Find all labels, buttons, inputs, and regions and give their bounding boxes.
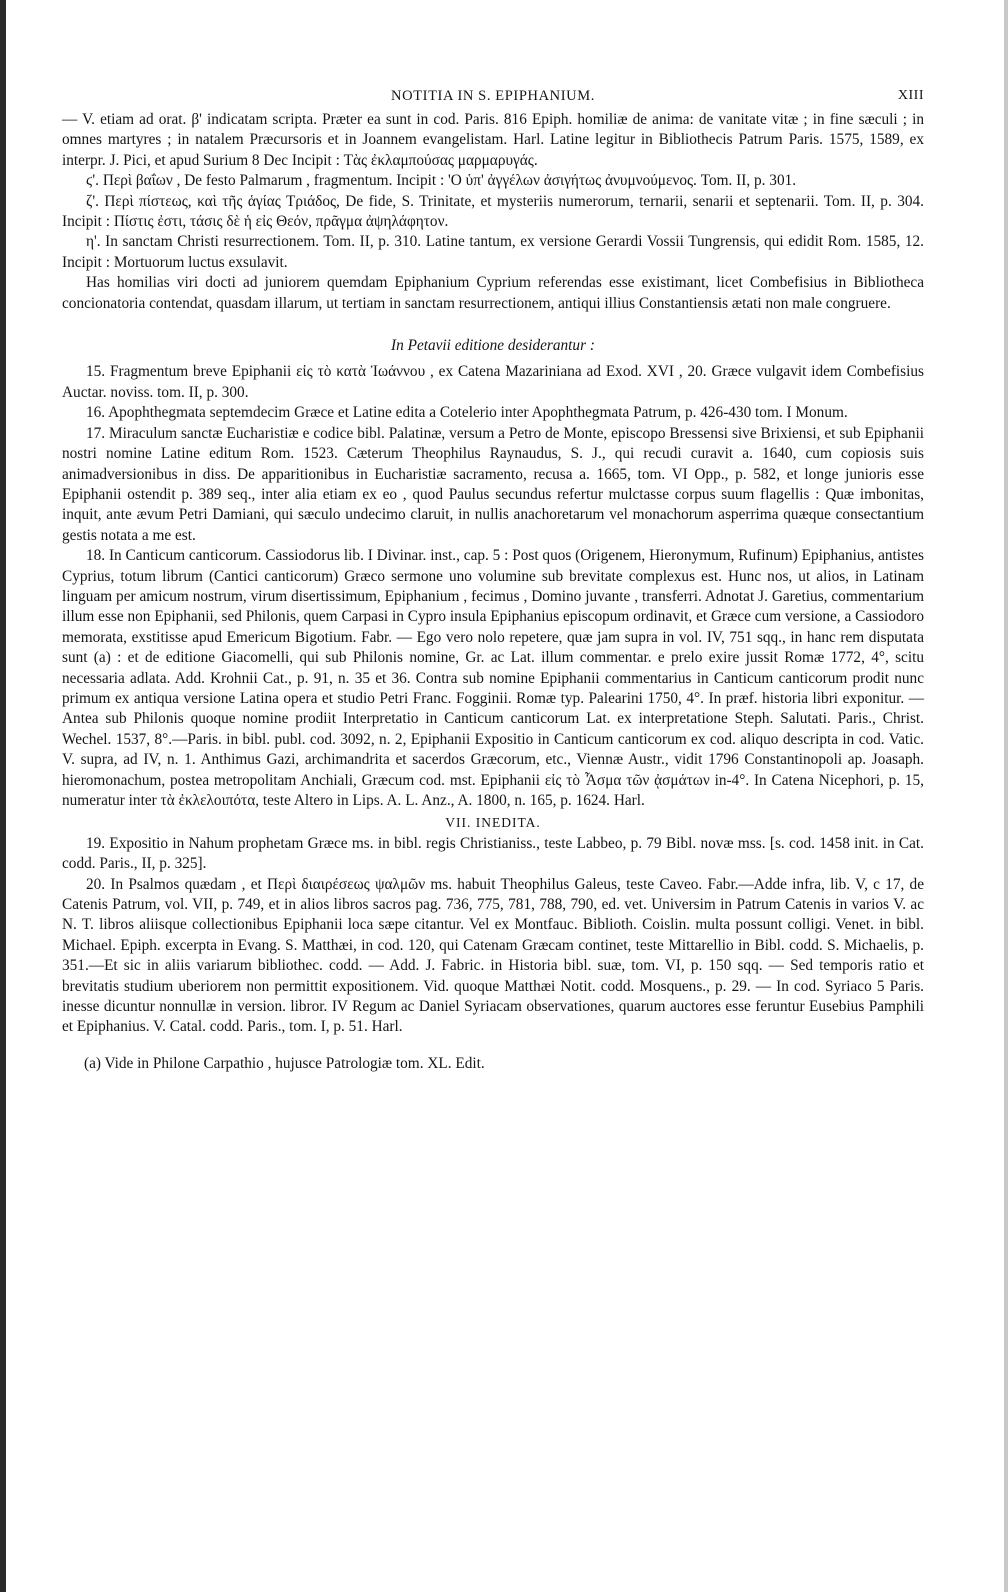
running-header	[62, 88, 924, 110]
body-text	[62, 110, 924, 1074]
paragraph-homily-6: ϛ'. Περὶ βαΐων , De festo Palmarum , fragmentum. Incipit : 'Ο ὑπ' ἀγγέλων ἀσιγήτως ἀνυμνούμενος. Tom. II, p. 301.	[86, 172, 797, 190]
page-number: XIII	[897, 88, 924, 103]
item-16: 16. Apophthegmata septemdecim Græce et Latine edita a Cotelerio inter Apophthegmata Patrum, p. 426-430 tom. I Monum.	[86, 404, 848, 422]
running-title: NOTITIA IN S. EPIPHANIUM.	[391, 88, 595, 104]
section-heading: In Petavii editione desiderantur :	[391, 337, 595, 355]
footnote: (a) Vide in Philone Carpathio , hujusce Patrologiæ tom. XL. Edit.	[84, 1054, 485, 1072]
paragraph-homilies-note: Has homilias viri docti ad juniorem quemdam Epiphanium Cyprium referendas esse existimant, licet Combefisius in Bibliotheca concionatoria contendat, quasdam illarum, ut tertiam in sanctam resurrectionem, antiqui illius Constantiensis ætati non male congruere.	[62, 274, 924, 312]
paragraph-homily-7: ζ'. Περὶ πίστεως, καὶ τῆς ἁγίας Τριάδος, De fide, S. Trinitate, et mysteriis numerorum, ternarii, senarii et septenarii. Tom. II, p. 304. Incipit : Πίστις ἐστι, τάσις δὲ ἡ εἰς Θεόν, πρᾶγμα ἀψηλάφητον.	[62, 192, 924, 231]
item-19: 19. Expositio in Nahum prophetam Græce ms. in bibl. regis Christianiss., teste Labbeo, p. 79 Bibl. novæ mss. [s. cod. 1458 init. in Cat. codd. Paris., II, p. 325].	[62, 834, 924, 873]
item-18: 18. In Canticum canticorum. Cassiodorus lib. I Divinar. inst., cap. 5 : Post quos (Origenem, Hieronymum, Rufinum) Epiphanius, antistes Cyprius, totum librum (Cantici canticorum) Græco sermone uno volumine sub brevitate complexus est. Hunc nos, ut alios, in Latinam linguam per amicum nostrum, virum disertissimum, Epiphanium , fecimus , Domino juvante , transferri. Adnotat J. Garetius, commentarium illum esse non Epiphanii, sed Philonis, quem Carpasi in Cypro insula Epiphanius episcopum ordinavit, et Græce cum versione, a Cassiodoro memorata, exstitisse apud Emericum Bigotium. Fabr. — Ego vero nolo repetere, quæ jam supra in vol. IV, 751 sqq., in hanc rem disputata sunt (a) : et de editione Giacomelli, qui sub Philonis nomine, Gr. ac Lat. illum commentar. e prelo exire jussit Romæ 1772, 4°, scitu necessaria adlata. Add. Krohnii Cat., p. 91, n. 35 et 36. Contra sub nomine Epiphanii commentarius in Canticum canticorum prodit nunc primum ex antiqua versione Latina opera et studio Petri Franc. Fogginii. Romæ typ. Palearini 1750, 4°. In præf. historia libri exponitur. — Antea sub Philonis quoque nomine prodiit Interpretatio in Canticum canticorum Lat. ex interpretatione Steph. Salutati. Paris., Christ. Wechel. 1537, 8°.—Paris. in bibl. publ. cod. 3092, n. 2, Epiphanii Expositio in Canticum canticorum ex cod. aliquo descripta in cod. Vatic. V. supra, ad IV, n. 1. Anthimus Gazi, archimandrita et sacerdos Græcorum, etc., Viennæ Austr., vidit 1796 Constantinopoli ap. Joasaph. hieromonachum, postea metropolitam Anchiali, Græcum cod. mst. Epiphanii εἰς τὸ Ἆσμα τῶν ᾀσμάτων in-4°. In Catena Nicephori, p. 15, numeratur inter τὰ ἐκλελοιπότα, teste Altero in Lips. A. L. Anz., A. 1800, n. 165, p. 1624. Harl.	[62, 547, 924, 809]
item-20: 20. In Psalmos quædam , et Περὶ διαιρέσεως ψαλμῶν ms. habuit Theophilus Galeus, teste Caveo. Fabr.—Adde infra, lib. V, c 17, de Catenis Patrum, vol. VII, p. 749, et in alios libros sacros pag. 736, 775, 781, 788, 790, ed. vet. Universim in Patrum Catenis in varios V. ac N. T. libros aliisque collectionibus Epiphanii loca sæpe citantur. Vel ex Montfauc. Biblioth. Coislin. multa possunt colligi. Venet. in bibl. Michael. Epiph. excerpta in Evang. S. Matthæi, in cod. 120, qui Catenam Græcam continet, teste Mittarellio in Bibl. codd. S. Michaelis, p. 351.—Et sic in aliis variarum bibliothec. codd. — Add. J. Fabric. in Historia bibl. suæ, tom. VI, p. 150 sqq. — Sed temporis ratio et brevitatis studium uberiorem non permittit expositionem. Vid. quoque Matthæi Notit. codd. Mosquens., p. 29. — In cod. Syriaco 5 Paris. inesse dicuntur nonnullæ in version. libror. IV Regum ac Daniel Syriacam observationes, quarum auctores esse feruntur Eusebius Pamphili et Epiphanius. V. Catal. codd. Paris., tom. I, p. 51. Harl.	[62, 875, 924, 1036]
scan-edge-right	[1004, 0, 1008, 1592]
item-17: 17. Miraculum sanctæ Eucharistiæ e codice bibl. Palatinæ, versum a Petro de Monte, episcopo Bressensi sive Brixiensi, et sub Epiphanii nostri nomine Latine editum Rom. 1523. Cæterum Theophilus Raynaudus, S. J., qui recudi curavit a. 1640, cum copiosis suis animadversionibus in diss. De apparitionibus in Eucharistiæ sacramento, recusa a. 1665, tom. VI Opp., p. 582, et longe junioris esse Epiphanii ostendit p. 389 seq., inter alia etiam ex eo , quod Paulus secundus refertur mulctasse corpus suum flagellis : Quæ imbonitas, inquit, ante ævum Petri Damiani, qui sæculo undecimo claruit, in nullis anachoretarum vel monachorum asperrima quæque consectantium gestis notata a me est.	[62, 424, 924, 544]
inedita-heading: VII. INEDITA.	[445, 815, 541, 831]
paragraph-homily-8: η'. In sanctam Christi resurrectionem. Tom. II, p. 310. Latine tantum, ex versione Gerardi Vossii Tungrensis, qui edidit Rom. 1585, 12. Incipit : Mortuorum luctus exsulavit.	[62, 233, 924, 271]
paragraph-continuation: — V. etiam ad orat. β' indicatam scripta. Præter ea sunt in cod. Paris. 816 Epiph. homiliæ de anima: de vanitate vitæ ; in fine sæculi ; in omnes martyres ; in natalem Præcursoris et in Joannem evangelistam. Harl. Latine legitur in Bibliothecis Patrum Paris. 1575, 1589, ex interpr. J. Pici, et apud Surium 8 Dec Incipit : Τὰς ἐκλαμπούσας μαρμαρυγάς.	[62, 111, 924, 169]
scan-edge-left	[0, 0, 6, 1592]
item-15: 15. Fragmentum breve Epiphanii εἰς τὸ κατὰ Ἰωάννου , ex Catena Mazariniana ad Exod. XVI , 20. Græce vulgavit idem Combefisius Auctar. noviss. tom. II, p. 300.	[62, 363, 924, 401]
